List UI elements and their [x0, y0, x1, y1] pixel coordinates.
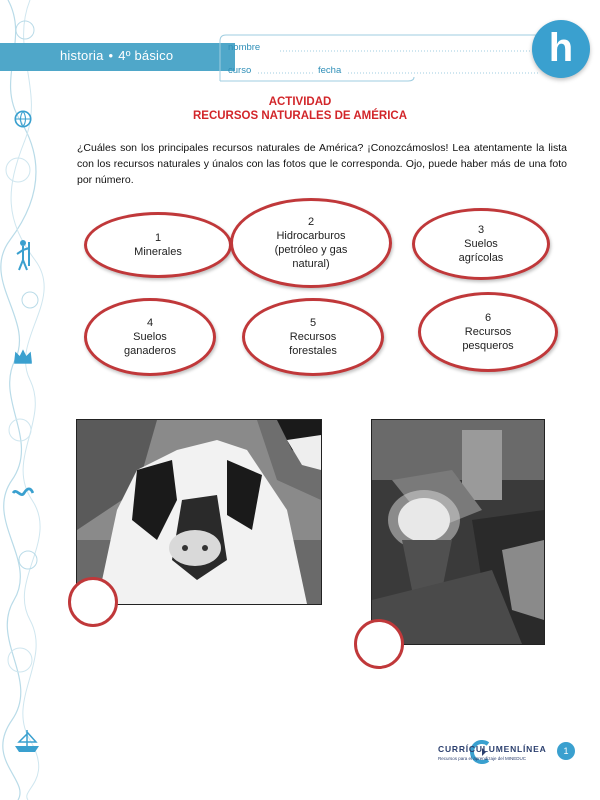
resource-label: Recursos: [464, 326, 512, 338]
answer-circle-2[interactable]: [354, 619, 404, 669]
resource-label: natural): [292, 258, 330, 270]
resource-oval-6: [418, 292, 558, 372]
resource-number: 1: [154, 232, 162, 244]
resource-label: Suelos: [133, 331, 167, 343]
resource-oval-5: [242, 298, 384, 376]
crown-icon: [12, 345, 34, 367]
subject-name: historia: [60, 48, 104, 63]
date-field-label: fecha: [318, 65, 342, 76]
resource-label: forestales: [289, 345, 337, 357]
student-form-frame: [218, 33, 568, 85]
resource-label: ganaderos: [124, 345, 176, 357]
resource-number: 5: [309, 317, 317, 329]
resource-oval-2: [230, 198, 392, 288]
activity-title: ACTIVIDAD: [268, 96, 332, 108]
resource-number: 3: [477, 224, 485, 236]
resource-label: Recursos: [289, 331, 337, 343]
separator-dot: •: [108, 48, 114, 63]
name-field-label: nombre: [228, 42, 261, 53]
resource-number: 2: [307, 216, 315, 228]
instructions-text: ¿Cuáles son los principales recursos naturales de América? ¡Conozcámoslos! Lea atentamente la lista con los recursos naturales y únalos con las fotos que le corresponda. Ojo, puede haber más de una foto por número.: [77, 142, 567, 186]
grade-level: 4º básico: [118, 48, 174, 63]
resource-oval-1: [84, 212, 232, 278]
resource-oval-4: [84, 298, 216, 376]
footer-brand: CURRÍCULUMENLÍNEA: [438, 744, 547, 754]
subject-label: [60, 48, 173, 63]
resource-number: 4: [146, 317, 154, 329]
foundry-photo: [371, 419, 545, 645]
footer-tagline: Recursos para el aprendizaje del MINEDUC: [438, 756, 527, 761]
cow-illustration: [77, 420, 321, 604]
cow-photo: [76, 419, 322, 605]
resource-label: Hidrocarburos: [276, 230, 346, 242]
foundry-illustration: [372, 420, 544, 644]
page-number: 1: [557, 742, 575, 760]
resource-label: agrícolas: [458, 252, 504, 264]
resource-label: Suelos: [464, 238, 498, 250]
resource-label: Minerales: [134, 246, 182, 258]
activity-subtitle: RECURSOS NATURALES DE AMÉRICA: [192, 110, 408, 122]
answer-circle-1[interactable]: [68, 577, 118, 627]
resource-number: 6: [484, 312, 492, 324]
ship-icon: [12, 728, 42, 754]
historia-logo: h: [532, 20, 590, 78]
resource-oval-3: [412, 208, 550, 280]
resource-label: pesqueros: [462, 340, 514, 352]
wave-icon: [12, 482, 34, 504]
course-field-label: curso: [228, 65, 252, 76]
resource-label: (petróleo y gas: [274, 244, 348, 256]
figure-icon: [12, 238, 34, 272]
